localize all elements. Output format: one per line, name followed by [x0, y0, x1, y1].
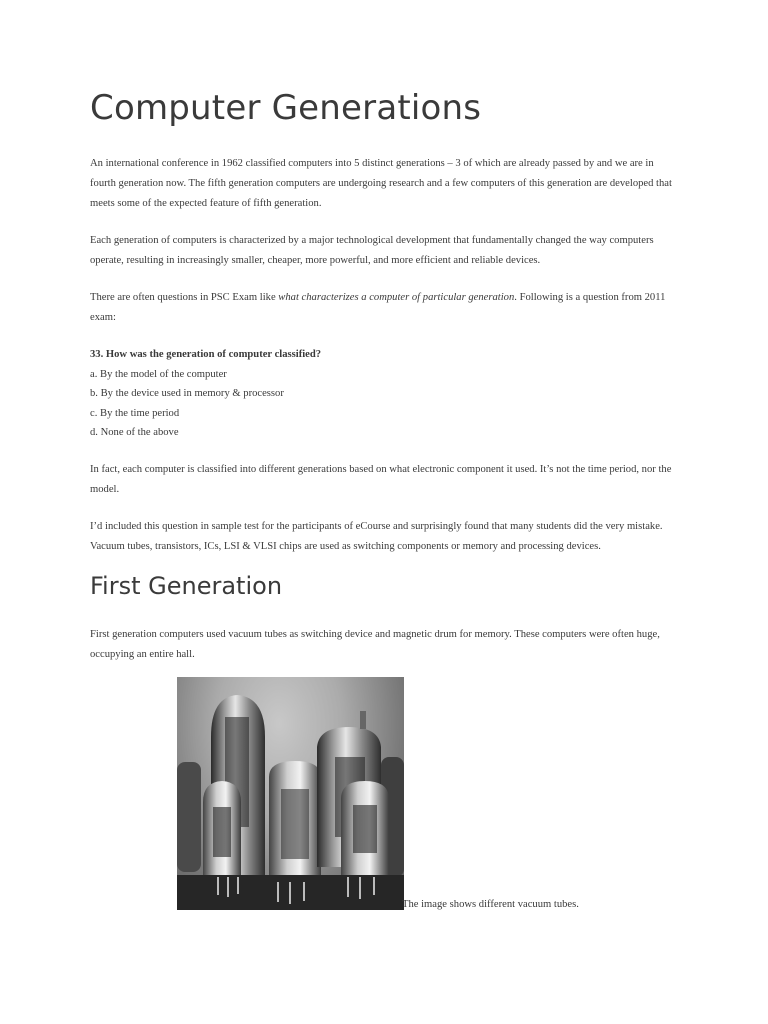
note-paragraph: I’d included this question in sample test for the participants of eCourse and surprisingly found that many students did the very mistake. Vacuum tubes, transistors, ICs, LSI & VLSI chips are used as switching components or memory and processing devices.	[90, 521, 663, 552]
intro-paragraph-3-emphasis: what characterizes a computer of particular generation	[278, 292, 515, 303]
question-text: 33. How was the generation of computer classified?	[90, 349, 322, 360]
answer-paragraph: In fact, each computer is classified into different generations based on what electronic component it used. It’s not the time period, nor the model.	[90, 464, 672, 495]
question-option-a: a. By the model of the computer	[90, 368, 227, 380]
question-option-d: d. None of the above	[90, 427, 179, 438]
intro-paragraph-3-lead: There are often questions in PSC Exam like	[90, 292, 279, 303]
intro-paragraph-2: Each generation of computers is characterized by a major technological development that fundamentally changed the way computers operate, resulting in increasingly smaller, cheaper, more powerful, and more efficient and reliable devices.	[90, 235, 654, 266]
question-option-b: b. By the device used in memory & processor	[90, 388, 284, 399]
intro-paragraph-3	[90, 288, 680, 328]
section-heading-first-generation: First Generation	[90, 572, 283, 600]
intro-paragraph-1: An international conference in 1962 classified computers into 5 distinct generations – 3 of which are already passed by and we are in fourth generation now. The fifth generation computers are undergoing research and a few computers of this generation are developed that meets some of the expected feature of fifth generation.	[90, 158, 672, 209]
exam-question	[90, 345, 680, 443]
image-caption: The image shows different vacuum tubes.	[402, 899, 579, 910]
question-option-c: c. By the time period	[90, 407, 180, 419]
vacuum-tubes-illustration	[177, 677, 404, 910]
intro-paragraph-3-tail: . Following is a question from 2011 exam:	[90, 292, 666, 323]
first-generation-paragraph: First generation computers used vacuum tubes as switching device and magnetic drum for memory. These computers were often huge, occupying an entire hall.	[90, 629, 660, 660]
vacuum-tubes-image	[177, 677, 404, 910]
page-title: Computer Generations	[90, 88, 482, 128]
